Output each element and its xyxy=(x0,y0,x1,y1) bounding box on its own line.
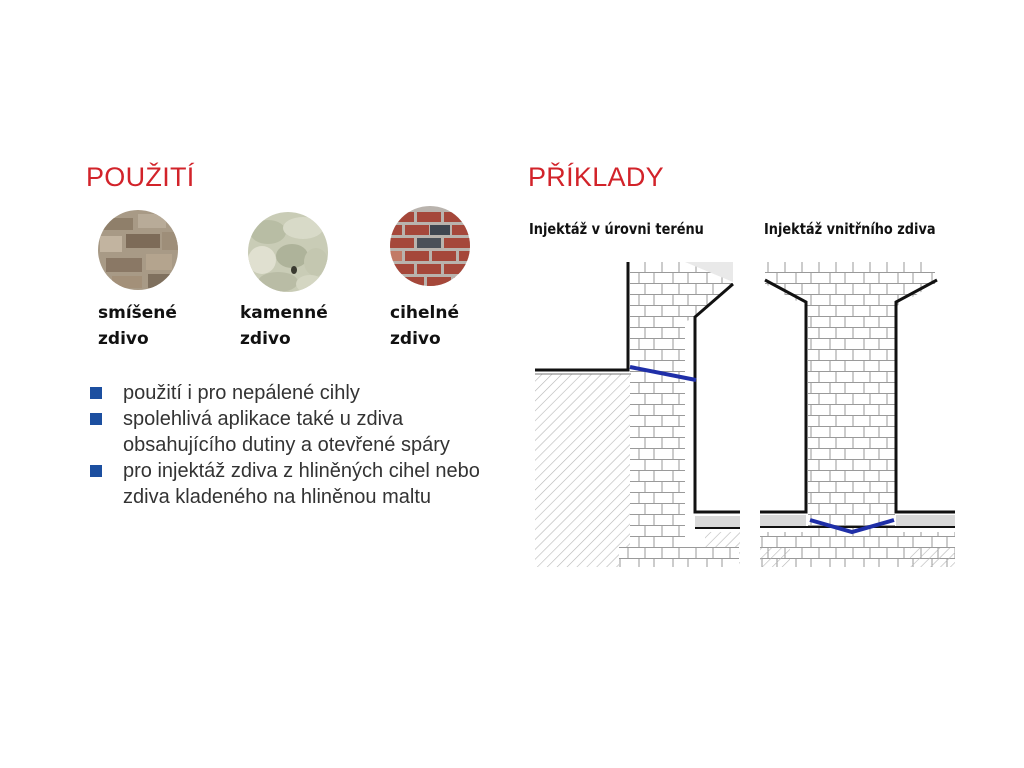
sample-label-brick: cihelné zdivo xyxy=(390,303,459,349)
bullet-square-icon xyxy=(90,413,102,425)
examples-heading: PŘÍKLADY xyxy=(528,162,664,192)
brick-masonry-photo xyxy=(390,206,470,286)
interior-wall-injection-diagram xyxy=(760,262,955,567)
bullet-square-icon xyxy=(90,387,102,399)
list-item xyxy=(90,380,520,406)
list-item-text: použití i pro nepálené cihly xyxy=(123,382,360,404)
ground-level-injection-diagram xyxy=(535,262,740,567)
stone-masonry-photo xyxy=(248,212,328,292)
list-item xyxy=(90,406,520,458)
usage-heading: POUŽITÍ xyxy=(86,162,195,192)
bullet-square-icon xyxy=(90,465,102,477)
sample-label-stone: kamenné zdivo xyxy=(240,303,328,349)
diagram-caption-interior-wall: Injektáž vnitřního zdiva xyxy=(764,220,936,238)
usage-list xyxy=(90,380,520,510)
mixed-masonry-photo xyxy=(98,210,178,290)
list-item-text: spolehlivá aplikace také u zdiva obsahujícího dutiny a otevřené spáry xyxy=(123,408,450,456)
list-item-text: pro injektáž zdiva z hliněných cihel nebo zdiva kladeného na hliněnou maltu xyxy=(123,460,480,508)
list-item xyxy=(90,458,520,510)
diagram-caption-ground-level: Injektáž v úrovni terénu xyxy=(529,220,704,238)
sample-label-mixed: smíšené zdivo xyxy=(98,303,177,349)
